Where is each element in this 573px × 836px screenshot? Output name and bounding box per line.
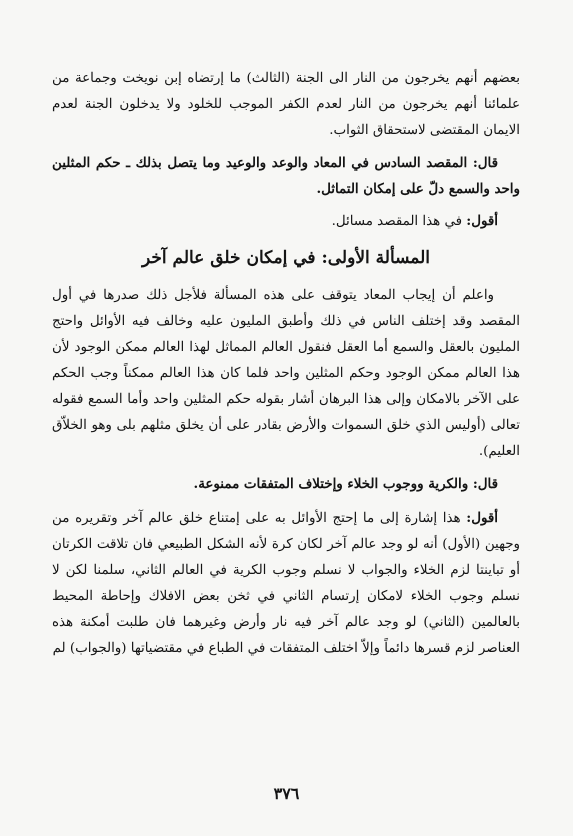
paragraph-aqulu-objection bbox=[52, 505, 520, 662]
aqulu-objection-text: هذا إشارة إلى ما إحتج الأوائل به على إمتناع خلق عالم آخر وتقريره من وجهين (الأول) أنه لو وجد عالم آخر لكان كرة لأنه الشكل الطبيعي فان تلاقت الكرتان أو تباينتا لزم الخلاء والجواب لا نسلم وجوب الكرية في العالم الثاني، سلمنا لكن لا نسلم وجوب الخلاء لامكان إرتسام الثاني في ثخن بعض الافلاك وإحاطة المحيط بالعالمين (الثاني) لو وجد عالم آخر فيه نار وأرض وغيرهما فان طلبت أمكنة هذه العناصر لزم قسرها دائماً وإلاّ اختلف المتفقات في الطباع في مقتضياتها (والجواب) لم bbox=[52, 511, 520, 656]
aqulu-text: في هذا المقصد مسائل. bbox=[331, 214, 467, 229]
page-number: ٣٧٦ bbox=[273, 784, 300, 803]
paragraph-aqulu-issues bbox=[52, 208, 520, 235]
paragraph-resurrection-argument: واعلم أن إيجاب المعاد يتوقف على هذه المسألة فلأجل ذلك صدرها في أول المقصد وقد إختلف الناس في ذلك وأطبق المليون عليه وخالف فيه الأوائل واحتج المليون بالعقل والسمع أما العقل فنقول العالم المماثل لهذا العالم ممكن الوجود لأن هذا العالم ممكن الوجود وحكم المثلين واحد فلما كان هذا العالم ممكناً وجب الحكم على الآخر بالامكان وإلى هذا البرهان أشار بقوله حكم المثلين واحد وأما السمع فقوله تعالى (أوليس الذي خلق السموات والأرض بقادر على أن يخلق مثلهم بلى وهو الخلاّق العليم). bbox=[52, 288, 520, 459]
aqulu-label: أقول: bbox=[466, 213, 498, 229]
aqulu-label-second: أقول: bbox=[466, 510, 498, 526]
page-text-body bbox=[52, 66, 520, 662]
paragraph-qala-sixth-aim: قال: المقصد السادس في المعاد والوعد والوعيد وما يتصل بذلك ـ حكم المثلين واحد والسمع دلّ على إمكان التماثل. bbox=[52, 155, 520, 197]
section-heading: المسألة الأولى: في إمكان خلق عالم آخر bbox=[141, 248, 431, 268]
paragraph-continuation: بعضهم أنهم يخرجون من النار الى الجنة (الثالث) ما إرتضاه إبن نويخت وجماعة من علمائنا أنهم يخرجون من النار لعدم الكفر الموجب للخلود ولا يدخلون الجنة لعدم الايمان المقتضى لاستحقاق الثواب. bbox=[52, 71, 520, 138]
paragraph-qala-sphericity: قال: والكرية ووجوب الخلاء وإختلاف المتفقات ممنوعة. bbox=[193, 476, 498, 492]
